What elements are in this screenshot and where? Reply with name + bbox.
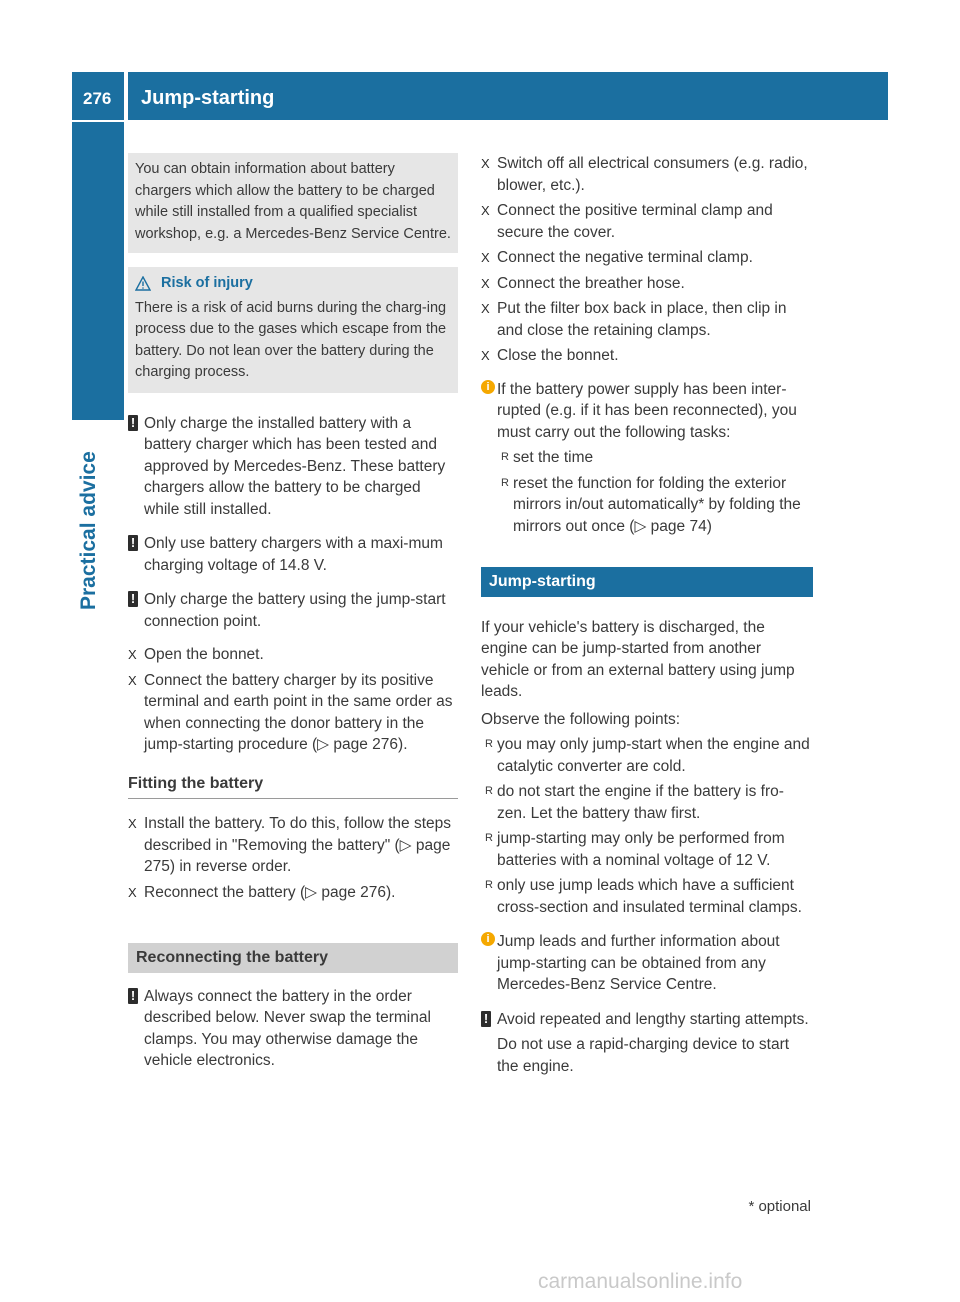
note-text: Only charge the battery using the jump-start connection point. xyxy=(144,591,446,630)
watermark: carmanualsonline.info xyxy=(538,1270,743,1293)
step-arrow-icon: X xyxy=(481,156,490,171)
bullet-item xyxy=(481,875,813,918)
step-arrow-icon: X xyxy=(481,203,490,218)
note-text: Only charge the installed battery with a battery charger which has been tested and approved by Mercedes-Benz. These battery chargers allow the battery to be charged while still installed. xyxy=(144,414,446,518)
note-item xyxy=(128,589,458,632)
warning-header xyxy=(135,273,451,295)
note-text: Only use battery chargers with a maxi-mum charging voltage of 14.8 V. xyxy=(144,535,443,574)
step-arrow-icon: X xyxy=(128,884,137,900)
bullet-text: only use jump leads which have a sufficient cross-section and insulated terminal clamps. xyxy=(497,877,802,916)
step-item xyxy=(481,200,813,243)
bullet-dot: R xyxy=(485,738,493,750)
exclamation-icon: ! xyxy=(128,591,138,607)
warning-title: Risk of injury xyxy=(161,275,253,291)
step-item xyxy=(481,273,813,295)
info-text: Jump leads and further information about jump-starting can be obtained from any Mercedes-Benz Service Centre. xyxy=(497,933,780,993)
section-heading-fitting: Fitting the battery xyxy=(128,773,458,800)
step-text: Connect the positive terminal clamp and secure the cover. xyxy=(497,202,773,241)
warning-box xyxy=(128,267,458,393)
warning-text: There is a risk of acid burns during the charg-ing process due to the gases which escape from the battery. Do not lean over the battery during the charging process. xyxy=(135,299,447,380)
step-arrow-icon: X xyxy=(128,672,137,688)
step-arrow-icon: X xyxy=(481,275,490,291)
step-item xyxy=(128,670,458,756)
left-column xyxy=(128,153,458,1072)
exclamation-icon: ! xyxy=(481,1011,491,1027)
sub-bullet xyxy=(497,473,813,538)
note-continuation: Do not use a rapid-charging device to start the engine. xyxy=(497,1036,790,1075)
right-column xyxy=(481,153,813,1077)
step-text: Connect the battery charger by its positive terminal and earth point in the same order as when connecting the donor battery in the jump-starting procedure (▷ page 276). xyxy=(144,671,453,753)
section-heading-reconnecting: Reconnecting the battery xyxy=(128,943,458,973)
step-text: Close the bonnet. xyxy=(497,347,619,364)
info-item xyxy=(481,379,813,444)
info-text: If the battery power supply has been inter-rupted (e.g. if it has been reconnected), you must carry out the following tasks: xyxy=(497,380,797,441)
sub-bullet-text: reset the function for folding the exterior mirrors in/out automatically* by folding the mirrors out once (▷ page 74) xyxy=(513,474,801,535)
step-arrow-icon: X xyxy=(481,301,490,316)
bullet-dot: R xyxy=(485,785,493,797)
side-tab xyxy=(72,122,124,420)
warning-triangle-icon xyxy=(135,276,151,291)
step-text: Connect the breather hose. xyxy=(497,274,685,292)
info-icon: i xyxy=(481,380,495,394)
page-number: 276 xyxy=(83,89,112,108)
info-box: You can obtain information about battery chargers which allow the battery to be charged while still installed from a qualified specialist workshop, e.g. a Mercedes-Benz Service Centre. xyxy=(128,153,458,253)
step-item xyxy=(128,644,458,666)
step-arrow-icon: X xyxy=(481,250,490,265)
info-item xyxy=(481,931,813,996)
bullet-item xyxy=(481,781,813,824)
step-text: Put the filter box back in place, then clip in and close the retaining clamps. xyxy=(497,300,787,339)
exclamation-icon: ! xyxy=(128,988,138,1004)
step-arrow-icon: X xyxy=(128,647,137,662)
note-item xyxy=(481,1009,813,1078)
note-item xyxy=(128,413,458,521)
note-text: Always connect the battery in the order described below. Never swap the terminal clamps. You may otherwise damage the vehicle electronics. xyxy=(144,987,431,1069)
step-arrow-icon: X xyxy=(128,816,137,831)
info-icon: i xyxy=(481,932,495,946)
step-item xyxy=(481,247,813,269)
bullet-dot: R xyxy=(501,451,509,463)
step-text: Switch off all electrical consumers (e.g. radio, blower, etc.). xyxy=(497,155,808,194)
observe-paragraph: Observe the following points: xyxy=(481,710,681,728)
optional-footnote: * optional xyxy=(748,1198,811,1215)
note-text: Avoid repeated and lengthy starting attempts. xyxy=(497,1010,809,1028)
step-item xyxy=(128,882,458,904)
exclamation-icon: ! xyxy=(128,415,138,431)
bullet-dot: R xyxy=(485,879,493,891)
page-title: Jump-starting xyxy=(141,87,275,109)
sub-bullet-text: set the time xyxy=(513,449,594,466)
intro-paragraph: If your vehicle's battery is discharged, the engine can be jump-started from another vehicle or from an external battery using jump leads. xyxy=(481,618,795,700)
step-text: Install the battery. To do this, follow the steps described in "Removing the battery" (▷ page 275) in reverse order. xyxy=(144,815,452,875)
step-item xyxy=(481,345,813,367)
step-text: Reconnect the battery (▷ page 276). xyxy=(144,883,396,901)
step-text: Open the bonnet. xyxy=(144,646,264,663)
bullet-text: do not start the engine if the battery is fro-zen. Let the battery thaw first. xyxy=(497,783,784,822)
step-item xyxy=(128,813,458,878)
bullet-dot: R xyxy=(485,832,493,844)
bullet-item xyxy=(481,828,813,871)
bullet-item xyxy=(481,734,813,777)
sub-bullet xyxy=(497,447,813,469)
bullet-text: you may only jump-start when the engine and catalytic converter are cold. xyxy=(497,736,810,775)
note-item xyxy=(128,986,458,1072)
section-heading-jump-starting: Jump-starting xyxy=(481,567,813,597)
bullet-text: jump-starting may only be performed from batteries with a nominal voltage of 12 V. xyxy=(497,830,785,869)
step-arrow-icon: X xyxy=(481,348,490,363)
section-label: Practical advice xyxy=(77,451,100,610)
bullet-dot: R xyxy=(501,476,509,489)
exclamation-icon: ! xyxy=(128,535,138,551)
step-item xyxy=(481,298,813,341)
step-text: Connect the negative terminal clamp. xyxy=(497,249,753,266)
step-item xyxy=(481,153,813,196)
note-item xyxy=(128,533,458,576)
